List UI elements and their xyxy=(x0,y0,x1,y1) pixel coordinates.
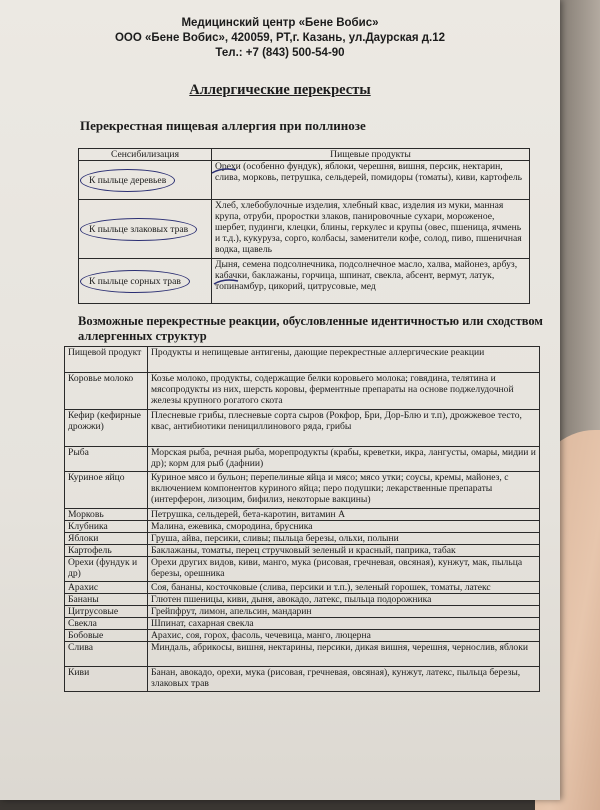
section2-title: Возможные перекрестные реакции, обусловленные идентичностью или сходством аллергенных структур xyxy=(78,314,543,343)
row-label xyxy=(79,259,212,304)
row-text: Банан, авокадо, орехи, мука (рисовая, гречневая, овсяная), кунжут, латекс, пыльца березы, злаковых трав xyxy=(148,667,540,692)
table-row xyxy=(65,509,540,521)
row-label: Слива xyxy=(65,642,148,667)
row-label: Куриное яйцо xyxy=(65,472,148,509)
row-label: Цитрусовые xyxy=(65,606,148,618)
row-label xyxy=(79,200,212,259)
row-text: Орехи других видов, киви, манго, мука (рисовая, гречневая, овсяная), кунжут, мак, пыльца березы, орешника xyxy=(148,557,540,582)
table-row xyxy=(65,545,540,557)
row-label: Картофель xyxy=(65,545,148,557)
table-row xyxy=(79,200,530,259)
table-header-row xyxy=(79,149,530,161)
row-label: Арахис xyxy=(65,582,148,594)
row-text: Миндаль, абрикосы, вишня, нектарины, персики, дикая вишня, черешня, чернослив, яблоки xyxy=(148,642,540,667)
table-row xyxy=(65,557,540,582)
row-label: Яблоки xyxy=(65,533,148,545)
row-label: Бобовые xyxy=(65,630,148,642)
table-row xyxy=(65,347,540,373)
column-header: Пищевые продукты xyxy=(212,149,530,161)
row-text: Шпинат, сахарная свекла xyxy=(148,618,540,630)
row-text: Дыня, семена подсолнечника, подсолнечное масло, халва, майонез, арбуз, кабачки, баклажаны, горчица, шпинат, свекла, абсент, вермут, латук, топинамбур, цикорий, цитрусовые, мед xyxy=(212,259,530,304)
row-label xyxy=(79,161,212,200)
row-text: Глютен пшеницы, киви, дыня, авокадо, латекс, пыльца подорожника xyxy=(148,594,540,606)
row-text: Малина, ежевика, смородина, брусника xyxy=(148,521,540,533)
row-text: Груша, айва, персики, сливы; пыльца березы, ольхи, полыни xyxy=(148,533,540,545)
table-row xyxy=(65,618,540,630)
handwritten-circle: К пыльце злаковых трав xyxy=(80,218,197,241)
table-row xyxy=(65,472,540,509)
pollinosis-table xyxy=(78,148,530,304)
table-row xyxy=(65,521,540,533)
table-row xyxy=(65,667,540,692)
row-text: Хлеб, хлебобулочные изделия, хлебный квас, изделия из муки, манная крупа, отруби, проростки злаков, панировочные сухари, мороженое, шербет, пудинги, клецки, блины, геркулес и крупы (овес, пшеница, ячмень и т.д.), кукуруза, сорго, колбасы, заменители кофе, солод, пиво, пшеничная водка, щавель xyxy=(212,200,530,259)
section1-title: Перекрестная пищевая аллергия при поллинозе xyxy=(80,118,366,133)
header-address: ООО «Бене Вобис», 420059, РТ,г. Казань, ул.Даурская д.12 xyxy=(114,32,446,44)
handwritten-circle: К пыльце деревьев xyxy=(80,169,175,192)
row-text: Арахис, соя, горох, фасоль, чечевица, манго, люцерна xyxy=(148,630,540,642)
row-text: Продукты и непищевые антигены, дающие перекрестные аллергические реакции xyxy=(148,347,540,373)
row-text: Куриное мясо и бульон; перепелиные яйца и мясо; мясо утки; соусы, кремы, майонез, с включением компонентов куриного яйца; перо подушки; лекарственные препараты (интерферон, лизоцим, бифилиз, некоторые вакцины) xyxy=(148,472,540,509)
table-row xyxy=(65,533,540,545)
row-text: Соя, бананы, косточковые (слива, персики и т.п.), зеленый горошек, томаты, латекс xyxy=(148,582,540,594)
table-row xyxy=(65,606,540,618)
handwritten-circle: К пыльце сорных трав xyxy=(80,270,190,293)
row-text: Орехи (особенно фундук), яблоки, черешня, вишня, персик, нектарин, слива, морковь, петрушка, сельдерей, помидоры (томаты), киви, картофель xyxy=(212,161,530,200)
table-row xyxy=(65,410,540,447)
row-label: Орехи (фундук и др) xyxy=(65,557,148,582)
table-row xyxy=(65,373,540,410)
cross-reactions-table xyxy=(64,346,540,692)
row-text: Грейпфрут, лимон, апельсин, мандарин xyxy=(148,606,540,618)
table-row xyxy=(79,161,530,200)
table-row xyxy=(65,582,540,594)
row-text: Морская рыба, речная рыба, морепродукты (крабы, креветки, икра, лангусты, омары, мидии и др); корм для рыб (дафнии) xyxy=(148,447,540,472)
row-label: Рыба xyxy=(65,447,148,472)
table-row xyxy=(65,447,540,472)
row-label: Киви xyxy=(65,667,148,692)
row-label: Пищевой продукт xyxy=(65,347,148,373)
document-title: Аллергические перекресты xyxy=(189,82,371,98)
table-row xyxy=(65,594,540,606)
row-text: Козье молоко, продукты, содержащие белки коровьего молока; говядина, телятина и мясопродукты из них, шерсть коровы, ферментные препараты на основе поджелудочной железы крупного рогатого скота xyxy=(148,373,540,410)
table-row xyxy=(65,642,540,667)
row-label: Морковь xyxy=(65,509,148,521)
row-label: Бананы xyxy=(65,594,148,606)
row-label: Клубника xyxy=(65,521,148,533)
row-label: Коровье молоко xyxy=(65,373,148,410)
column-header: Сенсибилизация xyxy=(79,149,212,161)
table-row xyxy=(79,259,530,304)
row-label: Свекла xyxy=(65,618,148,630)
row-text: Плесневые грибы, плесневые сорта сыров (Рокфор, Бри, Дор-Блю и т.п), дрожжевое тесто, квас, антибиотики пенициллинового ряда, грибы xyxy=(148,410,540,447)
table-row xyxy=(65,630,540,642)
row-text: Баклажаны, томаты, перец стручковый зеленый и красный, паприка, табак xyxy=(148,545,540,557)
header-phone: Тел.: +7 (843) 500-54-90 xyxy=(215,47,345,59)
header-clinic-name: Медицинский центр «Бене Вобис» xyxy=(181,17,379,29)
row-label: Кефир (кефирные дрожжи) xyxy=(65,410,148,447)
row-text: Петрушка, сельдерей, бета-каротин, витамин А xyxy=(148,509,540,521)
